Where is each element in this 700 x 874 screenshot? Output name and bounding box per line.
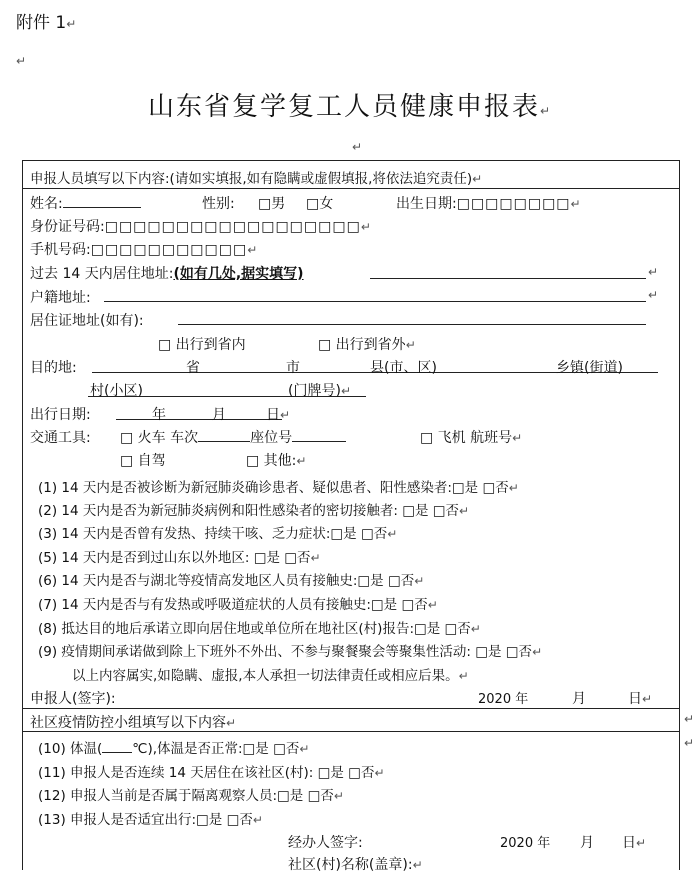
dest-province: 省 (186, 360, 200, 376)
question-row: (8) 抵达目的地后承诺立即向居住地或单位所在地社区(村)报告:□是 □否↵ (38, 621, 481, 637)
permit-label: 居住证地址(如有): (30, 313, 144, 329)
paragraph-mark: ↵ (684, 712, 695, 726)
paragraph-mark: ↵ (684, 736, 695, 750)
section2-heading: 社区疫情防控小组填写以下内容↵ (30, 715, 237, 731)
question-row: (13) 申报人是否适宜出行:□是 □否↵ (38, 812, 263, 828)
question-row: (9) 疫情期间承诺做到除上下班外不外出、不参与聚餐聚会等聚集性活动: □是 □否↵ (38, 644, 543, 660)
paragraph-mark: ↵ (648, 288, 659, 302)
residence-note: (如有几处,据实填写) (173, 266, 304, 282)
handler-year: 2020 年 (500, 836, 551, 851)
birth-label: 出生日期: (396, 196, 457, 212)
declaration-text: 以上内容属实,如隐瞒、虚报,本人承担一切法律责任或相应后果。↵ (72, 668, 469, 684)
question-row: (11) 申报人是否连续 14 天居住在该社区(村): □是 □否↵ (38, 765, 385, 781)
travel-date-field[interactable] (116, 419, 282, 420)
transport-label: 交通工具: (30, 430, 91, 446)
community-label: 社区(村)名称(盖章):↵ (288, 857, 423, 873)
birth-row: 出生日期:□□□□□□□□↵ (396, 196, 581, 212)
dest-town: 乡镇(街道) (556, 360, 623, 376)
date-year: 年 (152, 407, 166, 423)
travel-date-label: 出行日期: (30, 407, 91, 423)
sign-day: 日↵ (628, 691, 653, 707)
signer-label: 申报人(签字): (30, 691, 116, 707)
residence-field[interactable] (370, 278, 646, 279)
temperature-field[interactable] (102, 738, 132, 753)
dest-city: 市 (286, 360, 300, 376)
question-row: (2) 14 天内是否为新冠肺炎病例和阳性感染者的密切接触者: □是 □否↵ (38, 503, 470, 519)
sign-month: 月 (572, 691, 586, 707)
name-label: 姓名: (30, 196, 63, 212)
paragraph-mark: ↵ (16, 54, 27, 68)
household-field[interactable] (104, 301, 646, 302)
paragraph-mark: ↵ (648, 265, 659, 279)
phone-label: 手机号码: (30, 242, 91, 258)
gender-label: 性别: (202, 196, 235, 212)
row-divider (22, 708, 680, 709)
handler-day: 日↵ (622, 835, 647, 851)
phone-row: 手机号码:□□□□□□□□□□□↵ (30, 242, 258, 258)
female-checkbox[interactable]: □女 (306, 196, 334, 212)
date-month: 月 (212, 407, 226, 423)
travel-out-province-checkbox[interactable]: □ 出行到省外↵ (318, 337, 416, 353)
form-title: 山东省复学复工人员健康申报表↵ (147, 92, 553, 122)
seat-label: 座位号 (250, 430, 293, 446)
other-transport-checkbox[interactable]: □ 其他:↵ (246, 453, 307, 469)
male-checkbox[interactable]: □男 (258, 196, 286, 212)
name-row (30, 193, 141, 213)
birth-date-boxes[interactable]: □□□□□□□□ (456, 196, 571, 212)
question-row: (3) 14 天内是否曾有发热、持续干咳、乏力症状:□是 □否↵ (38, 526, 398, 542)
question-row: (7) 14 天内是否与有发热或呼吸道症状的人员有接触史:□是 □否↵ (38, 597, 438, 613)
question-row: (1) 14 天内是否被诊断为新冠肺炎确诊患者、疑似患者、阳性感染者:□是 □否↵ (38, 480, 519, 496)
question-row: (10) 体温( ℃),体温是否正常:□是 □否↵ (38, 737, 309, 757)
household-label: 户籍地址: (30, 290, 91, 306)
sign-year: 2020 年 (478, 692, 529, 707)
train-number-field[interactable] (198, 427, 250, 442)
question-row: (6) 14 天内是否与湖北等疫情高发地区人员有接触史:□是 □否↵ (38, 573, 425, 589)
row-divider (22, 188, 680, 189)
attachment-label: 附件 1↵ (16, 13, 77, 33)
id-number-boxes[interactable]: □□□□□□□□□□□□□□□□□□ (104, 219, 361, 235)
id-row: 身份证号码:□□□□□□□□□□□□□□□□□□↵ (30, 219, 371, 235)
permit-field[interactable] (178, 324, 646, 325)
self-drive-checkbox[interactable]: □ 自驾 (120, 453, 166, 469)
handler-month: 月 (580, 835, 594, 851)
id-label: 身份证号码: (30, 219, 105, 235)
question-row: (5) 14 天内是否到过山东以外地区: □是 □否↵ (38, 550, 321, 566)
plane-checkbox[interactable]: □ 飞机 航班号↵ (420, 430, 523, 446)
handler-label: 经办人签字: (288, 835, 363, 851)
question-row: (12) 申报人当前是否属于隔离观察人员:□是 □否↵ (38, 788, 344, 804)
train-checkbox[interactable]: □ 火车 车次 座位号 (120, 427, 346, 447)
destination-label: 目的地: (30, 360, 77, 376)
dest-door: (门牌号)↵ (288, 383, 351, 399)
residence-label: 过去 14 天内居住地址: (30, 266, 174, 282)
seat-number-field[interactable] (292, 427, 346, 442)
residence-row (30, 263, 304, 283)
travel-in-province-checkbox[interactable]: □ 出行到省内 (158, 337, 246, 353)
dest-village: 村(小区) (90, 383, 143, 399)
dest-county: 县(市、区) (370, 360, 437, 376)
phone-number-boxes[interactable]: □□□□□□□□□□□ (90, 242, 248, 258)
paragraph-mark: ↵ (352, 140, 363, 154)
date-day: 日↵ (266, 407, 291, 423)
name-field[interactable] (63, 193, 141, 208)
section1-heading: 申报人员填写以下内容:(请如实填报,如有隐瞒或虚假填报,将依法追究责任)↵ (30, 171, 483, 187)
